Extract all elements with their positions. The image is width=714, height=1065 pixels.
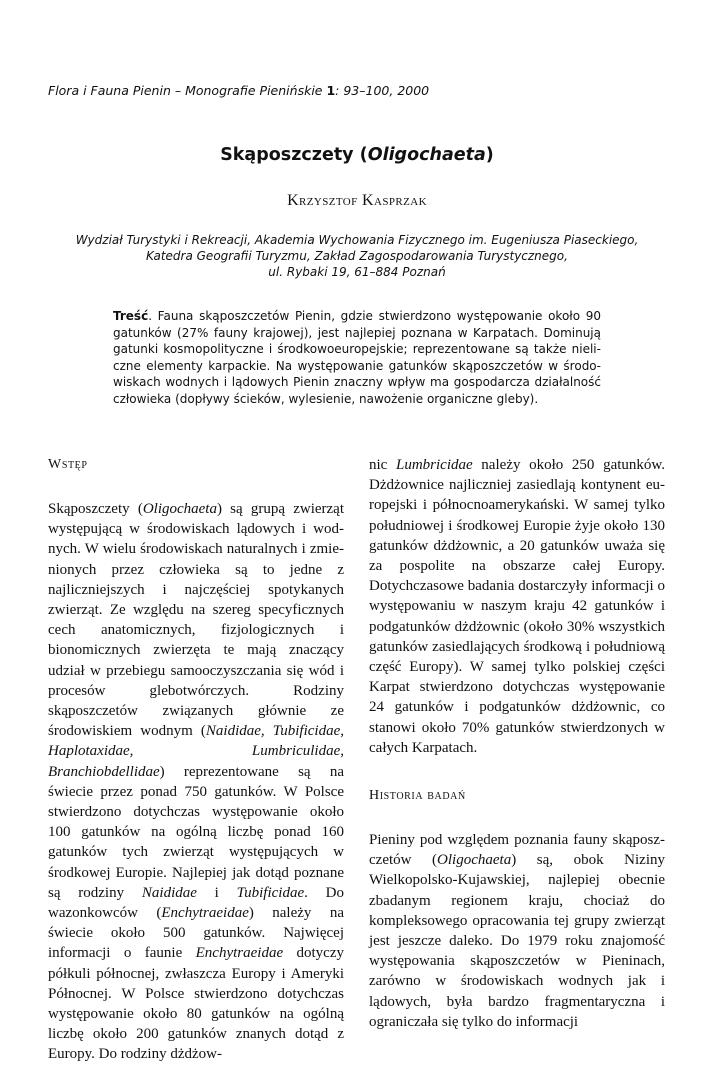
text-run: i	[196, 884, 237, 901]
journal-name: Flora i Fauna Pienin – Monografie Pienińskie	[48, 83, 323, 98]
intro-paragraph-continued	[369, 455, 665, 758]
affiliation-line-2: Katedra Geografii Turyzmu, Zakład Zagospodarowania Turystycznego,	[146, 249, 568, 263]
italic-run: Lumbricidae	[395, 457, 473, 473]
journal-volume: 1	[326, 83, 336, 98]
section-heading-history: Historia badań	[369, 788, 466, 804]
text-run: Pieniny pod względem poznania fauny skąposzczetów (	[369, 832, 665, 869]
text-run: dotyczy półkuli północnej, zwłaszcza Europy i Ameryki Północnej. W Polsce stwierdzono dotychczas występowanie około 80 gatunków na ogólną liczbę około 200 gatunków znanych dotąd z Europy. Do rodziny dżdżow-	[48, 945, 344, 1063]
abstract-text: . Fauna skąposzczetów Pienin, gdzie stwierdzono występowanie około 90 gatunków (27% fauny krajowej), jest najlepiej poznana w Karpatach. Dominują gatunki kosmopolityczne i środkowoeuropejskie; reprezentowane są także nieliczne elementy karpackie. Na występowanie gatunków skąposzczetów w środowiskach wodnych i lądowych Pienin znaczny wpływ ma gospodarcza działalność człowieka (dopływy ścieków, wylesienie, nawożenie organiczne gleby).	[113, 309, 601, 406]
affiliation-line-3: ul. Rybaki 19, 61–884 Poznań	[268, 265, 446, 279]
left-column	[48, 455, 344, 1065]
text-run: nic	[369, 457, 396, 473]
affiliation	[40, 232, 674, 280]
text-run: ) są, obok Niziny Wielkopolsko-Kujawskiej, najlepiej obecnie zbadanym regionem kraju, chociaż do kompleksowego opracowania tej grupy zwierząt jest jeszcze daleko. Do 1979 roku znajomość występowania skąposzczetów w Pieninach, zarówno w środowiskach wodnych jak i lądowych, była bardzo fragmentaryczna i ograniczała się tylko do informacji	[369, 852, 665, 1030]
abstract	[113, 308, 601, 407]
affiliation-line-1: Wydział Turystyki i Rekreacji, Akademia Wychowania Fizycznego im. Eugeniusza Piaseckiego,	[75, 233, 639, 247]
text-run: . Do wazonkowców (	[48, 884, 344, 922]
text-run: ) są grupą zwierząt występującą w środowiskach lądowych i wodnych. W wielu środowiskach naturalnych i zmienionych przez człowieka są to jedne z najliczniejszych i najczęściej spotykanych zwierząt. Ze względu na szereg specyficznych cech anatomicznych, fizjologicznych i bionomicznych zwierzęta te mają znaczący udział w przebiegu samooczyszczania się wód i procesów glebotwórczych. Rodziny skąposzczetów związanych głównie ze środowiskiem wodnym (	[48, 501, 344, 740]
author-name: Krzysztof Kasprzak	[287, 192, 427, 209]
text-run: należy około 250 gatunków. Dżdżownice najliczniej zasiedlają kontynent europejski i północnoamerykański. W samej tylko południowej i środkowej Europie żyje około 130 gatunków dżdżownic, a 20 gatunków uważa się za pospolite na obszarze całej Europy. Dotychczasowe badania dostarczyły informacji o występowaniu w naszym kraju 42 gatunków i podgatunków dżdżownic (około 30% wszystkich gatunków zasiedlających środkową i południową część Europy). W samej tylko polskiej części Karpat stwierdzono dotychczas występowanie 24 gatunków i podgatunków dżdżownic, co stanowi około 70% gatunków stwierdzonych w całych Karpatach.	[369, 457, 665, 756]
title-latin: Oligochaeta	[367, 145, 486, 165]
text-run: Skąposzczety (	[48, 501, 143, 517]
title-suffix: )	[485, 145, 494, 165]
italic-run: Naididae, Tubificidae, Haplotaxidae, Lumbriculidae, Branchiobdellidae	[48, 723, 344, 780]
journal-pages-year: : 93–100, 2000	[335, 83, 430, 98]
history-paragraph	[369, 830, 665, 1032]
article-title	[0, 143, 714, 167]
section-heading-intro: Wstęp	[48, 457, 88, 472]
italic-run: Naididae	[141, 884, 197, 901]
italic-run: Oligochaeta	[142, 501, 217, 517]
right-column	[369, 455, 665, 1032]
italic-run: Tubificidae	[236, 884, 305, 901]
italic-run: Oligochaeta	[437, 852, 512, 869]
abstract-label: Treść	[113, 309, 149, 323]
italic-run: Enchytraeidae	[195, 945, 284, 962]
intro-paragraph	[48, 499, 344, 1065]
text-run: ) reprezentowane są na świecie przez ponad 750 gatunków. W Polsce stwierdzono dotychczas występowanie około 100 gatunków na ogólną liczbę ponad 160 gatunków tych zwierząt występujących w środkowej Europie. Najlepiej jak dotąd poznane są rodziny	[48, 763, 344, 901]
text-run: ) należy na świecie około 500 gatunków. Najwięcej informacji o faunie	[48, 905, 344, 962]
italic-run: Enchytraeidae	[161, 905, 249, 922]
title-prefix: Skąposzczety (	[220, 145, 368, 165]
journal-header	[48, 83, 668, 99]
